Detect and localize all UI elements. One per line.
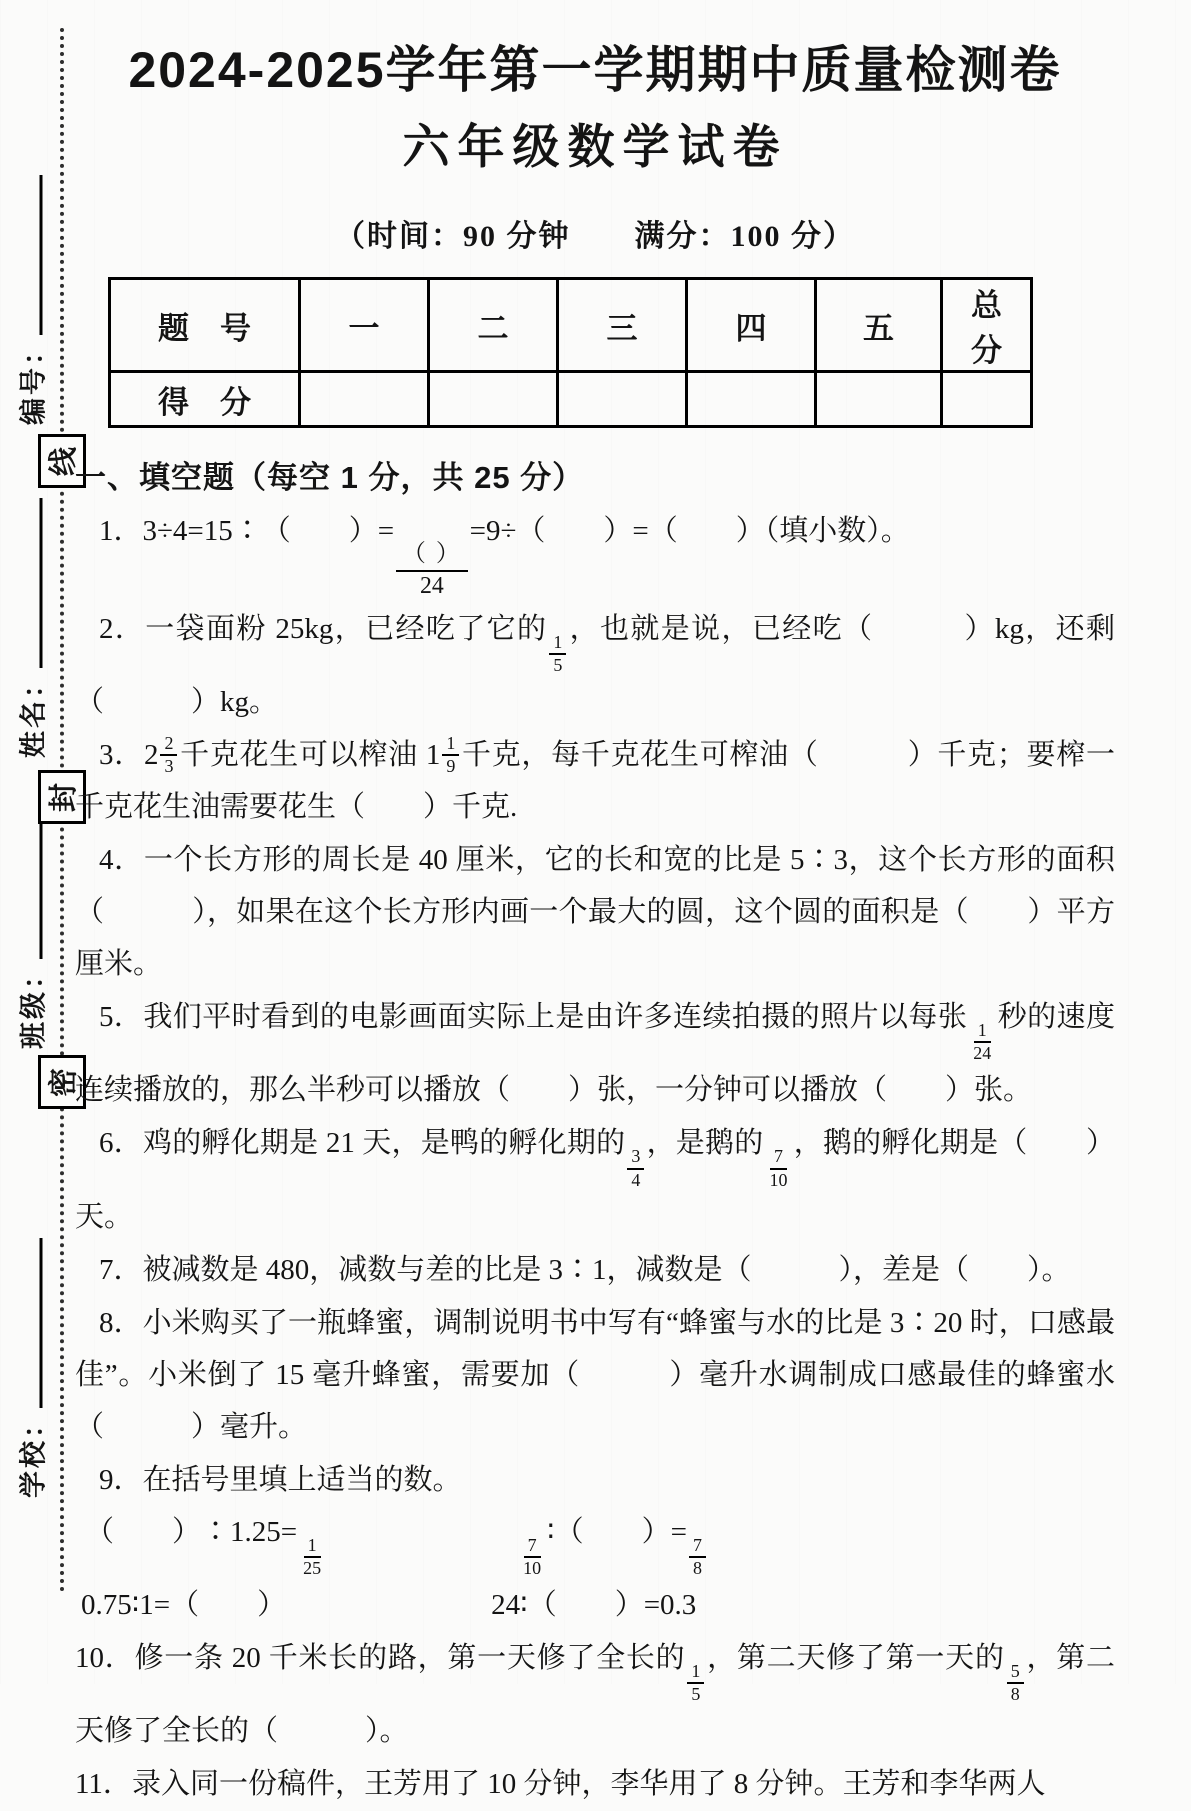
question-6: 6．鸡的孵化期是 21 天，是鸭的孵化期的 $\frac{3}{4}$ ，是鹅的 $\frac{7}{10}$ ，鹅的孵化期是（ ）天。	[75, 1127, 1115, 1233]
exam-info-line: （时间：90 分钟 满分：100 分）	[335, 220, 855, 253]
seal-field-blank	[13, 498, 43, 668]
question-number: 10．	[75, 1642, 135, 1675]
score-cell	[429, 372, 558, 427]
fraction: $\frac{7}{10}$	[523, 1534, 542, 1578]
question-number: 4．	[99, 844, 144, 877]
seal-field-blank	[13, 819, 43, 959]
spacer	[286, 1613, 491, 1614]
question-11: 11．录入同一份稿件，王芳用了 10 分钟，李华用了 8 分钟。王芳和李华两人	[75, 1768, 1046, 1801]
question-number: 1．	[99, 515, 143, 547]
fraction: 1 9	[442, 733, 459, 777]
seal-field-label: 班级：	[18, 959, 49, 1049]
question-5: 5．我们平时看到的电影画面实际上是由许多连续拍摄的照片以每张 $\frac{1}{24}$ 秒的速度连续播放的，那么半秒可以播放（ ）张，一分钟可以播放（ ）张。	[75, 1001, 1115, 1107]
score-table-header-row	[110, 279, 1032, 372]
question-9: 9．在括号里填上适当的数。 （ ）∶1.25= $\frac{1}{25}$ $\frac{7}{10}$ ∶（ ）= $\frac{7}{8}$ 0.75∶1=（ ） 24∶（ ）=0.3	[75, 1454, 1115, 1631]
mixed-number: 1 1 9	[426, 729, 461, 781]
question-8: 8．小米购买了一瓶蜂蜜，调制说明书中写有“蜂蜜与水的比是 3∶20 时，口感最佳”。小米倒了 15 毫升蜂蜜，需要加（ ）毫升水调制成口感最佳的蜂蜜水（ ）毫升。	[75, 1306, 1115, 1443]
question-number: 6．	[99, 1127, 143, 1160]
seal-field-class	[12, 819, 51, 1049]
section-heading: 一、填空题（每空 1 分，共 25 分）	[75, 460, 585, 495]
seal-field-label: 编号：	[18, 335, 49, 425]
question-2: 2．一袋面粉 25kg，已经吃了它的 $\frac{1}{5}$ ，也就是说，已经吃（ ）kg，还剩（ ）kg。	[75, 612, 1115, 719]
seal-field-name	[12, 498, 51, 758]
score-cell	[300, 372, 429, 427]
spacer	[327, 1540, 517, 1541]
question-7: 7．被减数是 480，减数与差的比是 3∶1，减数是（ ），差是（ ）。	[99, 1253, 1071, 1286]
score-cell	[558, 372, 687, 427]
fraction: $\frac{7}{10}$	[769, 1146, 788, 1190]
fraction: $\frac{7}{8}$	[689, 1535, 706, 1579]
exam-content	[75, 0, 1115, 1811]
score-header-label: 题 号	[110, 279, 300, 372]
question-3: 3． 2 2 3 千克花生可以榨油 1 1 9 千克，每千克花生可榨油（ ）千克；要榨一千克花生油需要花生（ ）千克.	[75, 729, 1115, 833]
score-header-col: 五	[816, 279, 942, 372]
fraction: 2 3	[160, 733, 177, 777]
question-number: 9．	[99, 1463, 143, 1496]
question-1: 1．3÷4=15∶（ ）= （ ） 24 =9÷（ ）=（ ）（填小数）。	[75, 505, 1115, 602]
mixed-number: 2 2 3	[144, 729, 179, 781]
score-table-score-row	[110, 372, 1032, 427]
seal-char: 封	[48, 782, 81, 812]
question-number: 5．	[99, 1001, 144, 1034]
question-4: 4．一个长方形的周长是 40 厘米，它的长和宽的比是 5∶3，这个长方形的面积（ ），如果在这个长方形内画一个最大的圆，这个圆的面积是（ ）平方厘米。	[75, 844, 1115, 981]
seal-char: 密	[48, 1067, 81, 1097]
question-10: 10．修一条 20 千米长的路，第一天修了全长的 $\frac{1}{5}$ ，第二天修了第一天的 $\frac{5}{8}$ ，第二天修了全长的（ ）。	[75, 1642, 1115, 1748]
fraction: $\frac{3}{4}$	[627, 1146, 644, 1190]
seal-field-number	[12, 175, 51, 425]
questions	[75, 505, 1115, 1810]
score-header-col: 二	[429, 279, 558, 372]
spacer	[75, 1613, 81, 1614]
question-number: 2．	[99, 612, 146, 645]
fraction: $\frac{1}{25}$	[303, 1534, 322, 1578]
spacer	[75, 1540, 85, 1541]
seal-char: 线	[48, 446, 81, 476]
score-cell	[942, 372, 1032, 427]
fraction: （ ） 24	[396, 540, 467, 601]
fraction: $\frac{1}{24}$	[973, 1020, 992, 1064]
seal-field-blank	[13, 1238, 43, 1408]
score-cell	[816, 372, 942, 427]
exam-subtitle: 六年级数学试卷	[402, 120, 788, 173]
seal-field-school	[12, 1238, 51, 1498]
fraction: $\frac{5}{8}$	[1007, 1661, 1024, 1705]
fraction: $\frac{1}{5}$	[549, 632, 566, 676]
score-header-col: 总 分	[942, 279, 1032, 372]
score-cell	[687, 372, 816, 427]
score-header-col: 四	[687, 279, 816, 372]
question-number: 7．	[99, 1253, 143, 1286]
question-number: 3．	[99, 739, 144, 772]
score-table	[108, 277, 1033, 428]
exam-title: 2024-2025学年第一学期期中质量检测卷	[128, 42, 1062, 98]
fraction: $\frac{1}{5}$	[687, 1661, 704, 1705]
seal-field-label: 姓名：	[18, 668, 49, 758]
score-header-col: 三	[558, 279, 687, 372]
question-number: 11．	[75, 1768, 132, 1801]
score-row-label: 得 分	[110, 372, 300, 427]
score-header-col: 一	[300, 279, 429, 372]
seal-field-label: 学校：	[18, 1408, 49, 1498]
question-number: 8．	[99, 1306, 143, 1339]
seal-field-blank	[13, 175, 43, 335]
